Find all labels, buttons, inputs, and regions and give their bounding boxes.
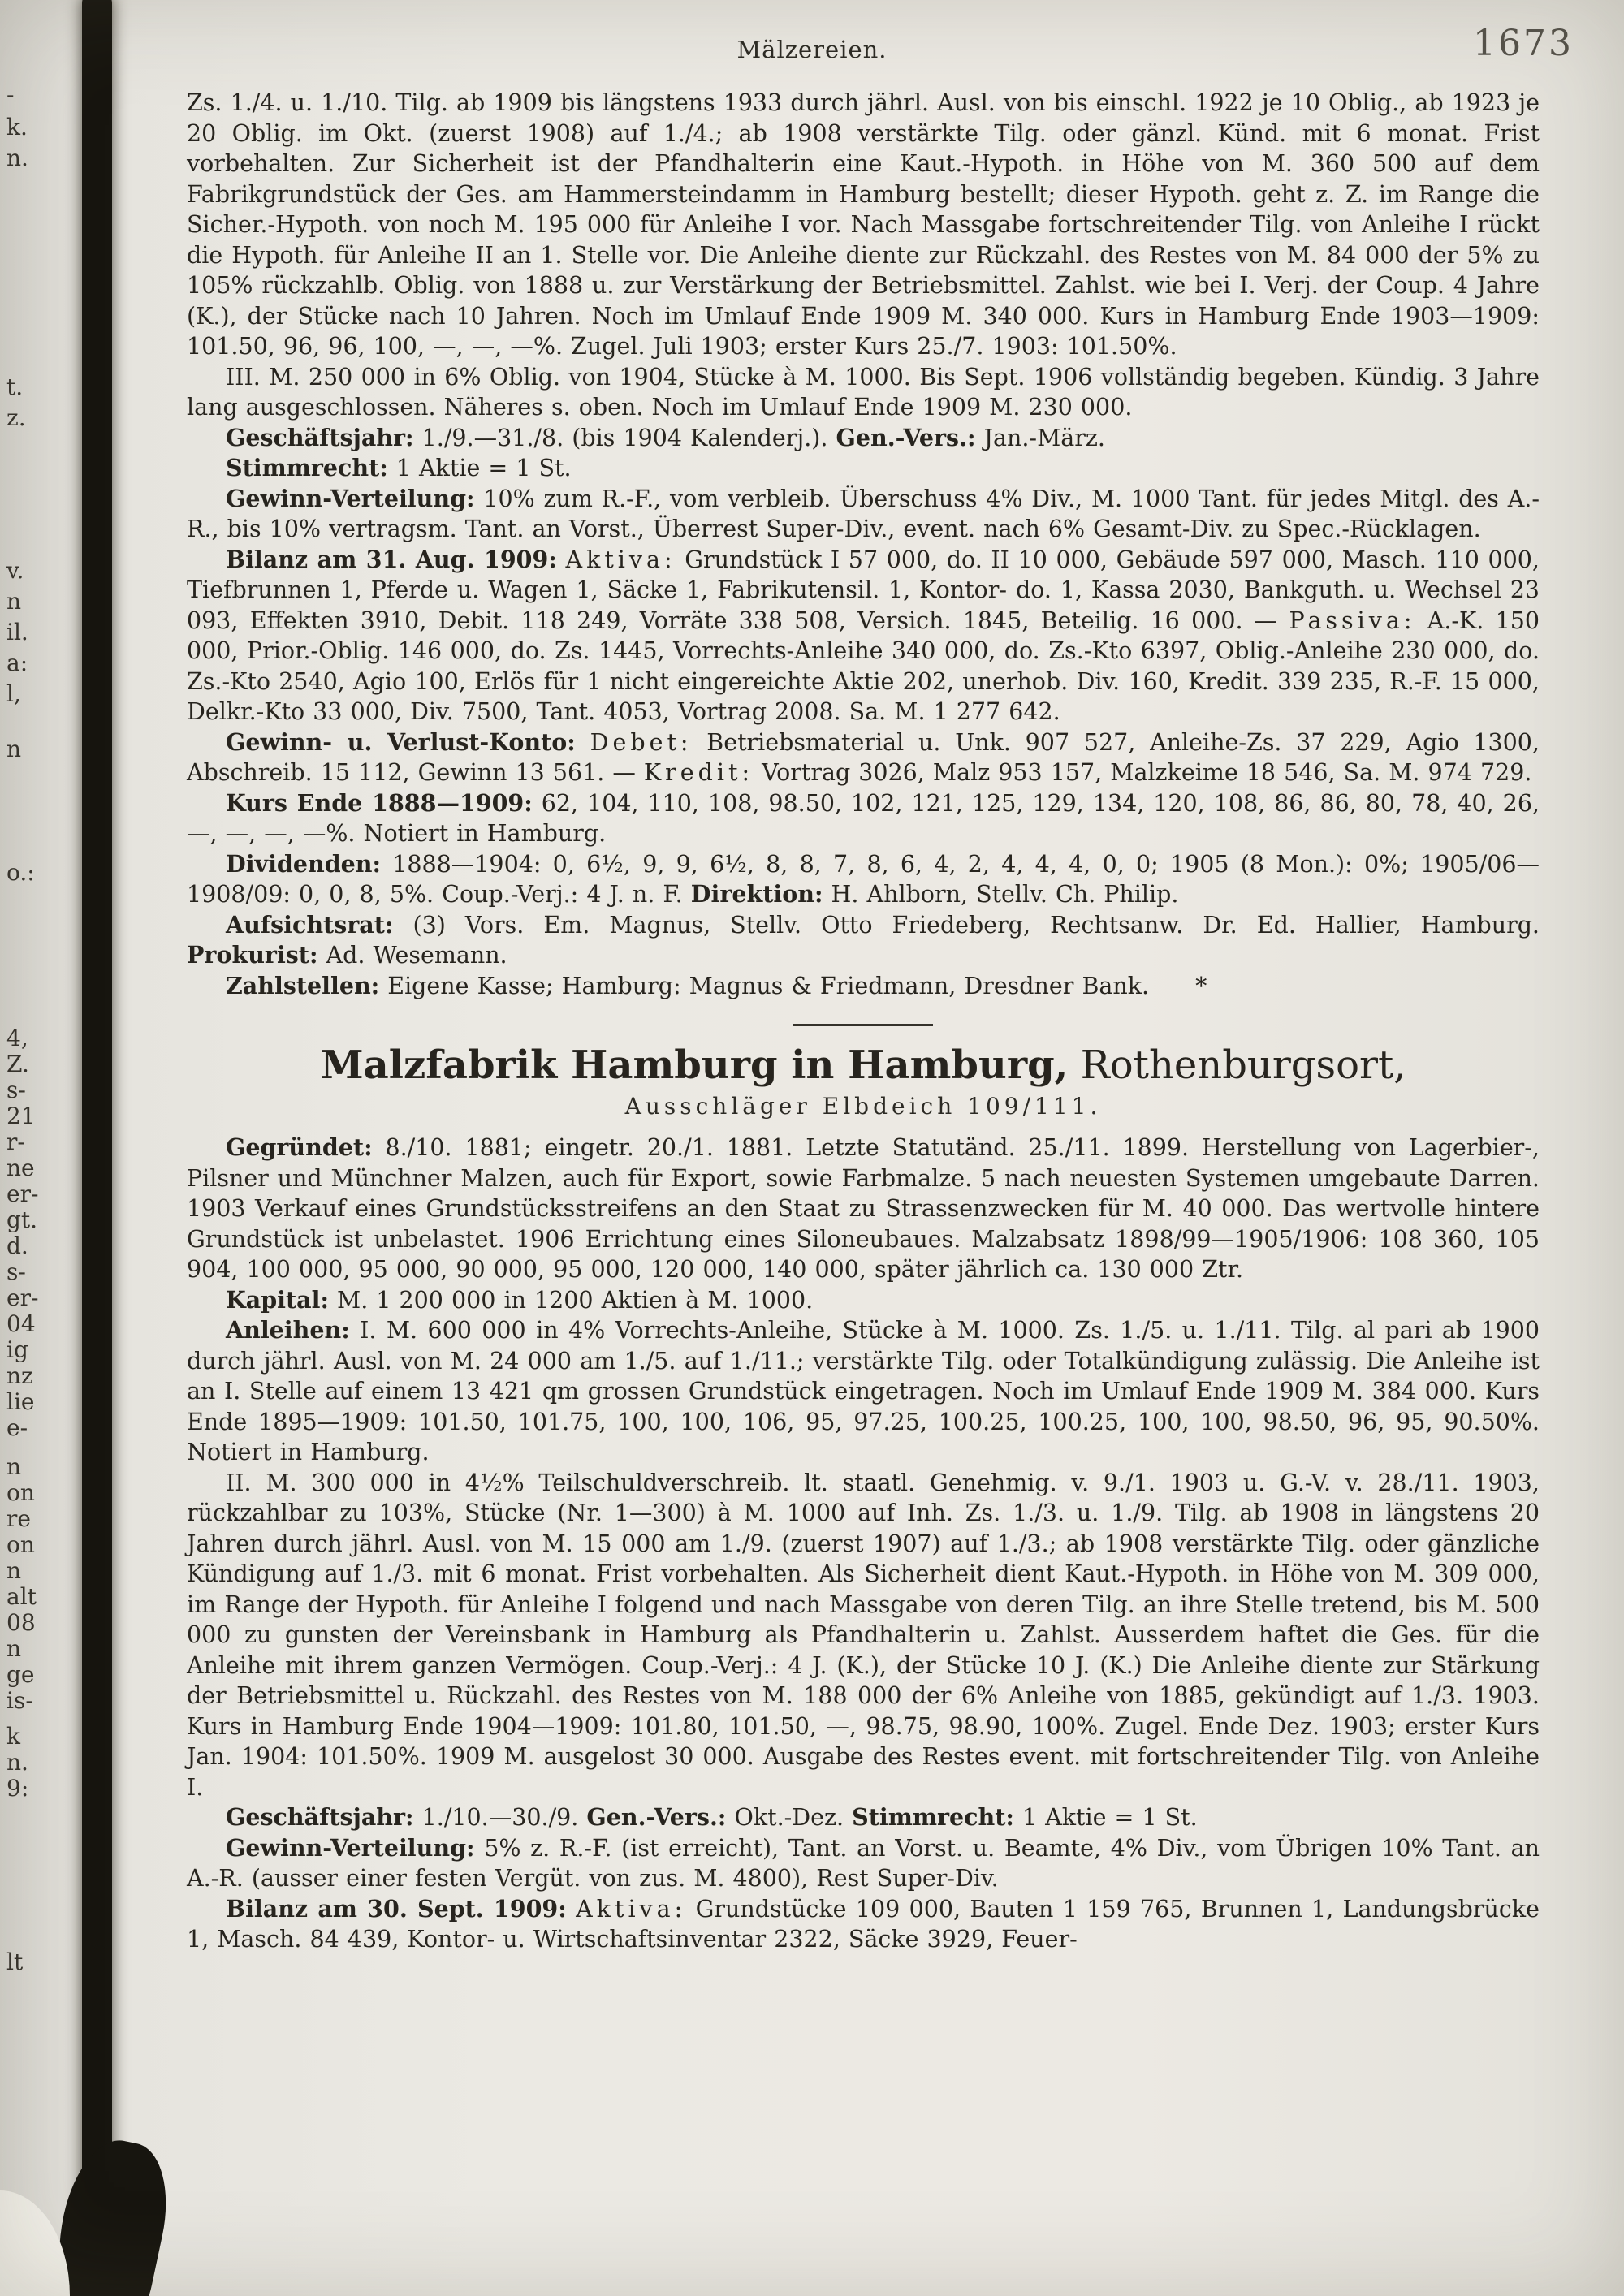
section-divider bbox=[793, 1024, 933, 1026]
text-run: M. 1 200 000 in 1200 Aktien à M. 1000. bbox=[328, 1286, 814, 1314]
bold-label-run: Aufsichtsrat: bbox=[226, 910, 394, 939]
margin-text-fragment: v. bbox=[6, 557, 24, 584]
margin-text-fragment: er- bbox=[6, 1284, 39, 1311]
margin-text-fragment: lt bbox=[6, 1949, 24, 1975]
bold-label-run: Kapital: bbox=[226, 1285, 329, 1314]
bold-label-run: Gen.-Vers.: bbox=[586, 1803, 727, 1831]
text-run: 5% z. R.-F. (ist erreicht), Tant. an Vorst. u. Beamte, 4% Div., vom Übrigen 10% Tant. an A.-R. (ausser einer festen Vergüt. von zus. M. 4800), Rest Super-Div. bbox=[187, 1834, 1540, 1892]
entry2-anleihen-paragraph bbox=[187, 1315, 1540, 1468]
margin-text-fragment: z. bbox=[6, 404, 26, 431]
bold-label-run: Bilanz am 31. Aug. 1909: bbox=[226, 545, 557, 573]
text-run: Vortrag 3026, Malz 953 157, Malzkeime 18 546, Sa. M. 974 729. bbox=[754, 759, 1532, 786]
margin-text-fragment: n bbox=[6, 1557, 22, 1584]
bold-label-run: Kurs Ende 1888—1909: bbox=[226, 788, 533, 817]
entry1-gewinn-verlust-konto-paragraph bbox=[187, 727, 1540, 788]
text-run: 10% zum R.-F., vom verbleib. Überschuss 4% Div., M. 1000 Tant. für jedes Mitgl. des A.-R., bis 10% vertragsm. Tant. an Vorst., Überrest Super-Div., event. nach 6% Gesamt-Div. zu Spec.-Rücklagen. bbox=[187, 485, 1540, 542]
text-run: Eigene Kasse; Hamburg: Magnus & Friedmann, Dresdner Bank. bbox=[379, 972, 1150, 999]
margin-text-fragment: n bbox=[6, 736, 22, 762]
text-run: * bbox=[1149, 972, 1207, 999]
text-run: I. M. 600 000 in 4% Vorrechts-Anleihe, Stücke à M. 1000. Zs. 1./5. u. 1./11. Tilg. al pari ab 1900 durch jährl. Ausl. von M. 24 000 am 1./5. auf 1./11.; verstärkte Tilg. oder Totalkündigung zulässig. Die Anleihe ist an I. Stelle auf einem 13 421 qm grossen Grundstück eingetragen. Noch im Umlauf Ende 1909 M. 384 000. Kurs Ende 1895—1909: 101.50, 101.75, 100, 100, 106, 95, 97.25, 100.25, 100.25, 100, 100, 98.50, 96, 95, 90.50%. Notiert in Hamburg. bbox=[187, 1317, 1540, 1465]
margin-text-fragment: k bbox=[6, 1723, 20, 1750]
bold-label-run: Gewinn-Verteilung: bbox=[226, 1833, 475, 1862]
left-margin-fragments bbox=[0, 0, 81, 2296]
bold-label-run: Geschäftsjahr: bbox=[226, 1803, 414, 1831]
margin-text-fragment: s- bbox=[6, 1258, 26, 1285]
margin-text-fragment: ne bbox=[6, 1154, 35, 1181]
margin-text-fragment: ge bbox=[6, 1661, 35, 1688]
bold-label-run: Bilanz am 30. Sept. 1909: bbox=[226, 1894, 567, 1923]
entry2-gewinn-verteilung-paragraph bbox=[187, 1833, 1540, 1894]
letterspaced-run: Passiva: bbox=[1289, 606, 1416, 634]
margin-text-fragment: n bbox=[6, 1635, 22, 1662]
text-run bbox=[576, 729, 590, 756]
bold-label-run: Stimmrecht: bbox=[226, 454, 388, 481]
margin-text-fragment: on bbox=[6, 1531, 35, 1558]
text-run: A.-K. 150 000, Prior.-Oblig. 146 000, do. Zs. 1445, Vorrechts-Anleihe 340 000, do. Zs.-Kto 6397, Oblig.-Anleihe 230 000, do. Zs.-Kto 2540, Agio 100, Erlös für 1 nicht eingereichte Aktie 202, unerhob. Div. 160, Kredit. 339 235, R.-F. 15 000, Delkr.-Kto 33 000, Div. 7500, Tant. 4053, Vortrag 2008. Sa. M. 1 277 642. bbox=[187, 606, 1540, 725]
entry2-kapital-line bbox=[187, 1285, 1540, 1316]
bold-label-run: Malzfabrik Hamburg in Hamburg, bbox=[320, 1042, 1069, 1088]
text-run: Grundstück I 57 000, do. II 10 000, Gebäude 597 000, Masch. 110 000, Tiefbrunnen 1, Pferde u. Wagen 1, Säcke 1, Fabrikutensil. 1, Kontor- do. 1, Kassa 2030, Bankguth. u. Wechsel 23 093, Effekten 3910, Debit. 118 249, Vorräte 338 508, Versich. 1845, Beteilig. 16 000. — bbox=[187, 546, 1540, 634]
company-heading bbox=[187, 1042, 1540, 1088]
text-run: Zs. 1./4. u. 1./10. Tilg. ab 1909 bis längstens 1933 durch jährl. Ausl. von bis einschl. 1922 je 10 Oblig., ab 1923 je 20 Oblig. im Okt. (zuerst 1908) auf 1./4.; ab 1908 verstärkte Tilg. oder gänzl. Künd. mit 6 monat. Frist vorbehalten. Zur Sicherheit ist der Pfandhalterin eine Kaut.-Hypoth. in Höhe von M. 360 500 auf dem Fabrikgrundstück der Ges. am Hammersteindamm in Hamburg bestellt; dieser Hypoth. geht z. Z. im Range die Sicher.-Hypoth. von noch M. 195 000 für Anleihe I vor. Nach Massgabe fortschreitender Tilg. von Anleihe I rückt die Hypoth. für Anleihe II an 1. Stelle vor. Die Anleihe diente zur Rückzahl. des Restes von M. 84 000 der 5% zu 105% rückzahlb. Oblig. von 1888 u. zur Verstärkung der Betriebsmittel. Zahlst. wie bei I. Verj. der Coup. 4 Jahre (K.), der Stücke nach 10 Jahren. Noch im Umlauf Ende 1909 M. 340 000. Kurs in Hamburg Ende 1903—1909: 101.50, 96, 96, 100, —, —, —%. Zugel. Juli 1903; erster Kurs 25./7. 1903: 101.50%. bbox=[187, 89, 1540, 360]
margin-text-fragment: ig bbox=[6, 1336, 28, 1363]
company-address: Ausschläger Elbdeich 109/111. bbox=[624, 1093, 1102, 1120]
bold-label-run: Gegründet: bbox=[226, 1133, 373, 1161]
text-run: 1 Aktie = 1 St. bbox=[1013, 1804, 1198, 1831]
margin-text-fragment: n bbox=[6, 1453, 22, 1480]
text-run: 1888—1904: 0, 6½, 9, 9, 6½, 8, 8, 7, 8, 6, 4, 2, 4, 4, 4, 0, 0; 1905 (8 Mon.): 0%; 1905/06—1908/09: 0, 0, 8, 5%. Coup.-Verj.: 4 J. n. F. bbox=[187, 850, 1540, 908]
margin-text-fragment: lie bbox=[6, 1388, 35, 1415]
margin-text-fragment: on bbox=[6, 1479, 35, 1506]
text-column bbox=[187, 88, 1540, 1955]
margin-text-fragment: er- bbox=[6, 1180, 39, 1207]
text-run: 1./9.—31./8. (bis 1904 Kalenderj.). bbox=[413, 424, 836, 451]
book-gutter-shadow bbox=[82, 0, 112, 2296]
entry1-bilanz-paragraph bbox=[187, 545, 1540, 727]
margin-text-fragment: gt. bbox=[6, 1206, 38, 1233]
bold-label-run: Stimmrecht: bbox=[852, 1803, 1014, 1831]
text-run: H. Ahlborn, Stellv. Ch. Philip. bbox=[823, 881, 1179, 908]
text-run: 62, 104, 110, 108, 98.50, 102, 121, 125, 129, 134, 120, 108, 86, 86, 80, 78, 40, 26, —, —, —, —%. Notiert in Hamburg. bbox=[187, 789, 1540, 847]
bold-label-run: Anleihen: bbox=[226, 1316, 350, 1344]
text-run: Ad. Wesemann. bbox=[317, 942, 508, 969]
entry2-bilanz-paragraph bbox=[187, 1894, 1540, 1955]
margin-text-fragment: n. bbox=[6, 1749, 28, 1776]
entry1-kurs-paragraph bbox=[187, 788, 1540, 849]
entry2-geschaeftsjahr-line bbox=[187, 1802, 1540, 1833]
text-run: 1./10.—30./9. bbox=[413, 1804, 587, 1831]
entry1-anleihe-iii-paragraph bbox=[187, 362, 1540, 423]
margin-text-fragment: is- bbox=[6, 1687, 33, 1714]
margin-text-fragment: o.: bbox=[6, 859, 35, 886]
margin-text-fragment: re bbox=[6, 1505, 31, 1532]
entry1-aufsichtsrat-paragraph bbox=[187, 910, 1540, 971]
text-run: 1 Aktie = 1 St. bbox=[387, 455, 572, 481]
entry1-gewinn-verteilung-paragraph bbox=[187, 484, 1540, 545]
margin-text-fragment: n bbox=[6, 588, 22, 615]
margin-text-fragment: l, bbox=[6, 680, 21, 707]
margin-text-fragment: n. bbox=[6, 145, 28, 171]
margin-text-fragment: 9: bbox=[6, 1775, 29, 1802]
margin-text-fragment: k. bbox=[6, 114, 28, 140]
bold-label-run: Prokurist: bbox=[187, 941, 318, 969]
margin-text-fragment: Z. bbox=[6, 1051, 29, 1077]
entry1-zahlstellen-paragraph bbox=[187, 971, 1540, 1002]
bold-label-run: Direktion: bbox=[690, 880, 823, 908]
margin-text-fragment: t. bbox=[6, 373, 24, 400]
entry1-continuation-paragraph bbox=[187, 88, 1540, 362]
text-run bbox=[567, 1896, 576, 1923]
margin-text-fragment: e- bbox=[6, 1414, 28, 1441]
text-run: (3) Vors. Em. Magnus, Stellv. Otto Friedeberg, Rechtsanw. Dr. Ed. Hallier, Hamburg. bbox=[393, 911, 1540, 939]
bold-label-run: Dividenden: bbox=[226, 849, 382, 878]
letterspaced-run: Aktiva: bbox=[565, 546, 676, 573]
entry1-dividenden-paragraph bbox=[187, 849, 1540, 910]
bold-label-run: Gen.-Vers.: bbox=[836, 423, 976, 451]
entry2-anleihe-ii-paragraph bbox=[187, 1468, 1540, 1803]
text-run: Betriebsmaterial u. Unk. 907 527, Anleihe-Zs. 37 229, Agio 1300, Abschreib. 15 112, Gewinn 13 561. — bbox=[187, 728, 1540, 786]
text-run: Okt.-Dez. bbox=[726, 1804, 853, 1831]
entry1-stimmrecht-line bbox=[187, 453, 1540, 484]
text-run bbox=[557, 546, 566, 573]
margin-text-fragment: s- bbox=[6, 1077, 26, 1103]
margin-text-fragment: il. bbox=[6, 619, 28, 645]
bold-label-run: Geschäftsjahr: bbox=[226, 423, 414, 451]
text-run: II. M. 300 000 in 4½% Teilschuldverschreib. lt. staatl. Genehmig. v. 9./1. 1903 u. G.-V. v. 28./11. 1903, rückzahlbar zu 103%, Stücke (Nr. 1—300) à M. 1000 auf Inh. Zs. 1./3. u. 1./9. Tilg. ab 1908 in längstens 20 Jahren durch jährl. Ausl. von M. 15 000 am 1./9. (zuerst 1907) auf 1./3.; ab 1908 verstärkte Tilg. oder gänzliche Kündigung auf 1./3. mit 6 monat. Frist vorbehalten. Als Sicherheit dient Kaut.-Hypoth. in Höhe von M. 309 000, im Range der Hypoth. für Anleihe I folgend und nach Massgabe von deren Tilg. an ihre Stelle tretend, bis M. 500 000 zu gunsten der Vereinsbank in Hamburg als Pfandhalterin u. Zahlst. Ausserdem haftet die Ges. für die Anleihe mit ihrem ganzen Vermögen. Coup.-Verj.: 4 J. (K.), der Stücke 10 J. (K.) Die Anleihe diente zur Stärkung der Betriebsmittel u. Rückzahl. des Restes von M. 188 000 der 6% Anleihe von 1885, gekündigt auf 1./3. 1903. Kurs in Hamburg Ende 1904—1909: 101.80, 101.50, —, 98.75, 98.90, 100%. Zugel. Ende Dez. 1903; erster Kurs Jan. 1904: 101.50%. 1909 M. ausgelost 30 000. Ausgabe des Restes event. mit fortschreitender Tilg. von Anleihe I. bbox=[187, 1469, 1540, 1801]
text-run: III. M. 250 000 in 6% Oblig. von 1904, Stücke à M. 1000. Bis Sept. 1906 vollständig begeben. Kündig. 3 Jahre lang ausgeschlossen. Näheres s. oben. Noch im Umlauf Ende 1909 M. 230 000. bbox=[187, 363, 1540, 421]
margin-text-fragment: 04 bbox=[6, 1310, 36, 1337]
margin-text-fragment: d. bbox=[6, 1232, 28, 1259]
letterspaced-run: Debet: bbox=[590, 728, 693, 756]
bold-label-run: Gewinn-Verteilung: bbox=[226, 484, 475, 512]
text-run: Jan.-März. bbox=[975, 424, 1105, 451]
bold-label-run: Zahlstellen: bbox=[226, 971, 380, 999]
margin-text-fragment: 21 bbox=[6, 1103, 36, 1129]
text-run: Rothenburgsort, bbox=[1068, 1042, 1406, 1088]
margin-text-fragment: - bbox=[6, 81, 15, 108]
letterspaced-run: Aktiva: bbox=[576, 1895, 687, 1923]
margin-text-fragment: 08 bbox=[6, 1609, 36, 1636]
text-run: Grundstücke 109 000, Bauten 1 159 765, Brunnen 1, Landungsbrücke 1, Masch. 84 439, Kontor- u. Wirtschaftsinventar 2322, Säcke 3929, Feuer- bbox=[187, 1895, 1540, 1953]
bold-label-run: Gewinn- u. Verlust-Konto: bbox=[226, 727, 576, 756]
entry1-geschaeftsjahr-line bbox=[187, 423, 1540, 454]
margin-text-fragment: nz bbox=[6, 1362, 33, 1389]
margin-text-fragment: r- bbox=[6, 1129, 25, 1155]
margin-text-fragment: a: bbox=[6, 650, 28, 676]
letterspaced-run: Kredit: bbox=[643, 759, 754, 786]
page-number: 1673 bbox=[1473, 23, 1574, 64]
entry2-gegruendet-paragraph bbox=[187, 1133, 1540, 1285]
running-title: Mälzereien. bbox=[736, 36, 888, 63]
margin-text-fragment: alt bbox=[6, 1583, 37, 1610]
text-run: 8./10. 1881; eingetr. 20./1. 1881. Letzte Statutänd. 25./11. 1899. Herstellung von Lagerbier-, Pilsner und Münchner Malzen, auch für Export, sowie Farbmalze. 5 nach neuesten Systemen umgebaute Darren. 1903 Verkauf eines Grundstücksstreifens an den Staat zu Strassenzwecken für M. 40 000. Das wertvolle hintere Grundstück ist unbelastet. 1906 Errichtung eines Siloneubaues. Malzabsatz 1898/99—1905/1906: 108 360, 105 904, 100 000, 95 000, 90 000, 95 000, 120 000, 140 000, später jährlich ca. 130 000 Ztr. bbox=[187, 1134, 1540, 1283]
page-header bbox=[0, 0, 1624, 89]
margin-text-fragment: 4, bbox=[6, 1025, 28, 1051]
